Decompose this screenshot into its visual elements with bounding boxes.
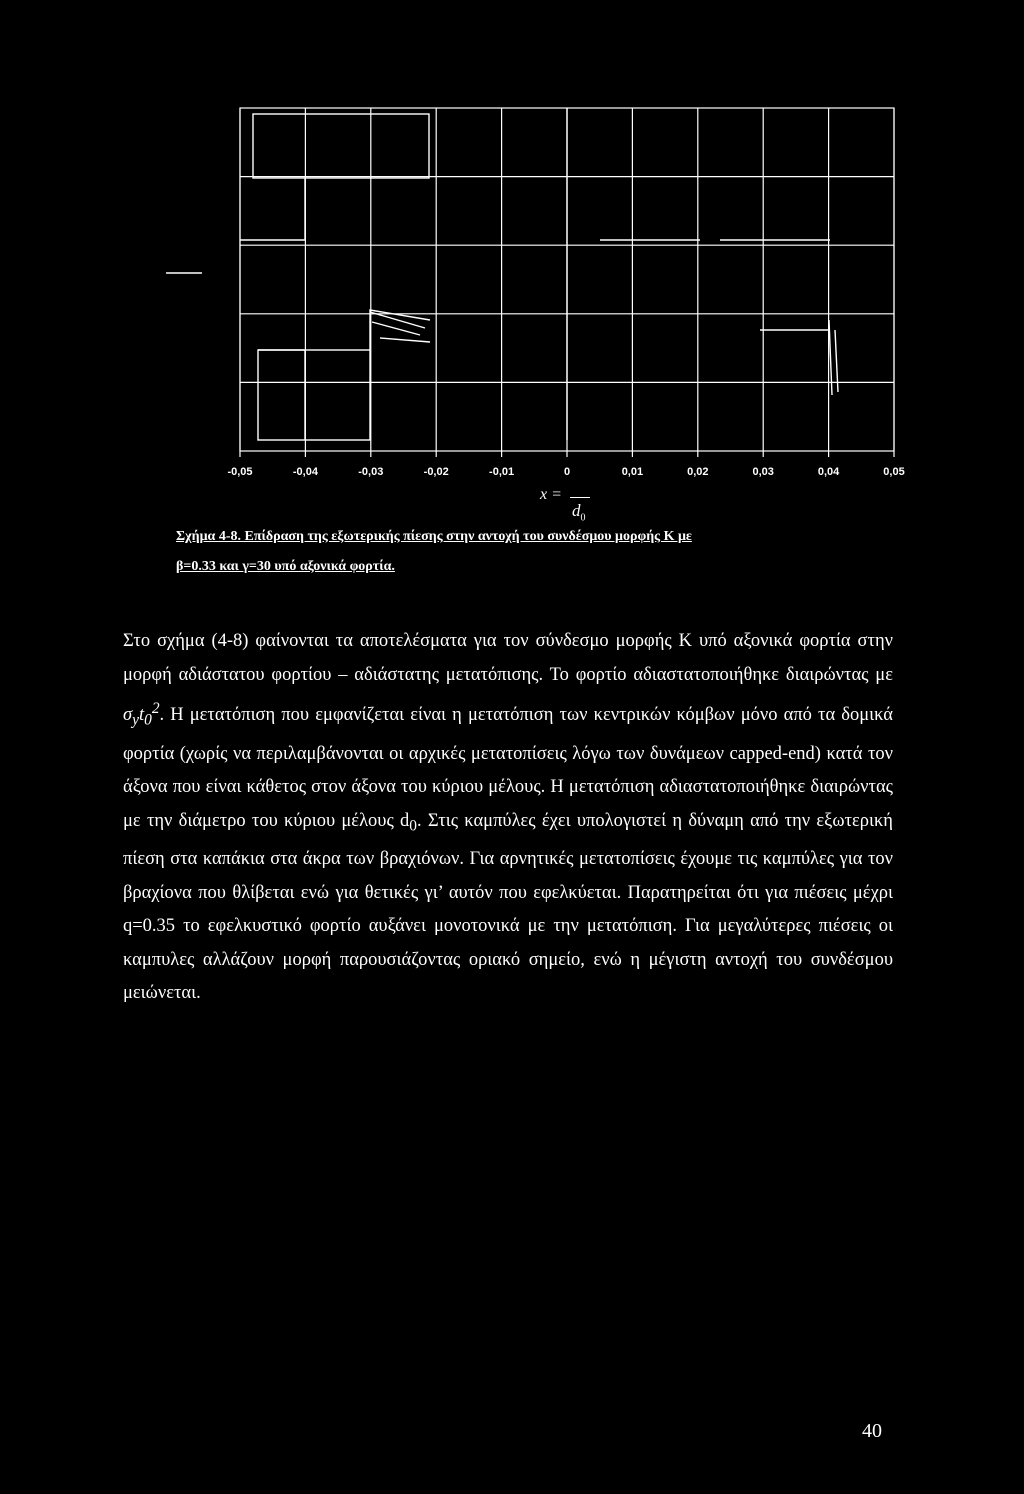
- x-tick-label: -0,05: [227, 466, 253, 478]
- curve-positive-limit-a: [829, 320, 832, 395]
- x-tick-label: -0,03: [358, 466, 384, 478]
- x-tick-label: 0,03: [752, 466, 774, 478]
- paragraph-part-2: . Η μετατόπιση που εμφανίζεται είναι η μετατόπιση των κεντρικών κόμβων μόνο από τα δομικά φορτία (χωρίς να περιλαμβάνονται οι αρχικές μετατοπίσεις λόγω των δυνάμεων capped-end) κατά τον άξονα που είναι κάθετος στον άξονα του κύριου μέλους. Η μετατόπιση αδιαστατοποιήθηκε διαιρώντας με την διάμετρο του κύριου μέλους d: [123, 705, 893, 831]
- legend-box-upper: [253, 114, 429, 178]
- paragraph-part-3: . Στις καμπύλες έχει υπολογιστεί η δύναμη από την εξωτερική πίεση στα καπάκια στα άκρα των βραχιόνων. Για αρνητικές μετατοπίσεις έχουμε τις καμπύλες για τον βραχίονα που θλίβεται ενώ για θετικές γι’ αυτόν που εφελκύεται. Παρατηρείται ότι για πιέσεις μέχρι q=0.35 το εφελκυστικό φορτίο αυξάνει μονοτονικά με την μετατόπιση. Για μεγαλύτερες πιέσεις οι καμπυλες αλλάζουν μορφή παρουσιάζοντας οριακό σημείο, ενώ η μέγιστη αντοχή του συνδέσμου μειώνεται.: [123, 810, 893, 1004]
- figure-caption-line-2: β=0.33 και γ=30 υπό αξονικά φορτία.: [176, 559, 395, 574]
- x-tick-label: -0,02: [423, 466, 449, 478]
- x-tick-label: 0,04: [817, 466, 840, 478]
- x-axis-formula: [536, 482, 596, 534]
- x-tick-labels: [227, 466, 904, 478]
- fraction-bar: [570, 497, 590, 498]
- x-tick-label: 0,05: [883, 466, 905, 478]
- curve-left-top: [240, 178, 305, 240]
- x-tick-label: 0,01: [621, 466, 644, 478]
- chart-curves: [240, 108, 838, 440]
- x-axis-lhs: x =: [540, 486, 562, 503]
- x-tick-label: -0,04: [292, 466, 318, 478]
- curve-left-lower: [258, 350, 305, 440]
- x-axis-denominator: $d_0$: [572, 501, 586, 524]
- body-paragraph: [123, 625, 893, 1011]
- page-number: 40: [862, 1420, 882, 1442]
- x-tick-label: 0,02: [687, 466, 709, 478]
- x-tick-label: -0,01: [489, 466, 515, 478]
- figure-caption-line-1: Σχήμα 4-8. Επίδραση της εξωτερικής πίεσης στην αντοχή του συνδέσμου μορφής Κ με: [176, 529, 692, 544]
- figure-chart: [0, 0, 1024, 500]
- diameter-subscript: 0: [409, 817, 417, 835]
- curve-negative-d: [380, 338, 430, 342]
- normalization-formula: $\sigma_yt_0^2$: [123, 700, 160, 730]
- x-tick-label: 0: [563, 466, 571, 478]
- paragraph-part-1: Στο σχήμα (4-8) φαίνονται τα αποτελέσματα για τον σύνδεσμο μορφής Κ υπό αξονικά φορτία στην μορφή αδιάστατου φορτίου – αδιάστατης μετατόπισης. Το φορτίο αδιαστατοποιήθηκε διαιρώντας με: [123, 631, 893, 685]
- legend-box-lower: [258, 350, 370, 440]
